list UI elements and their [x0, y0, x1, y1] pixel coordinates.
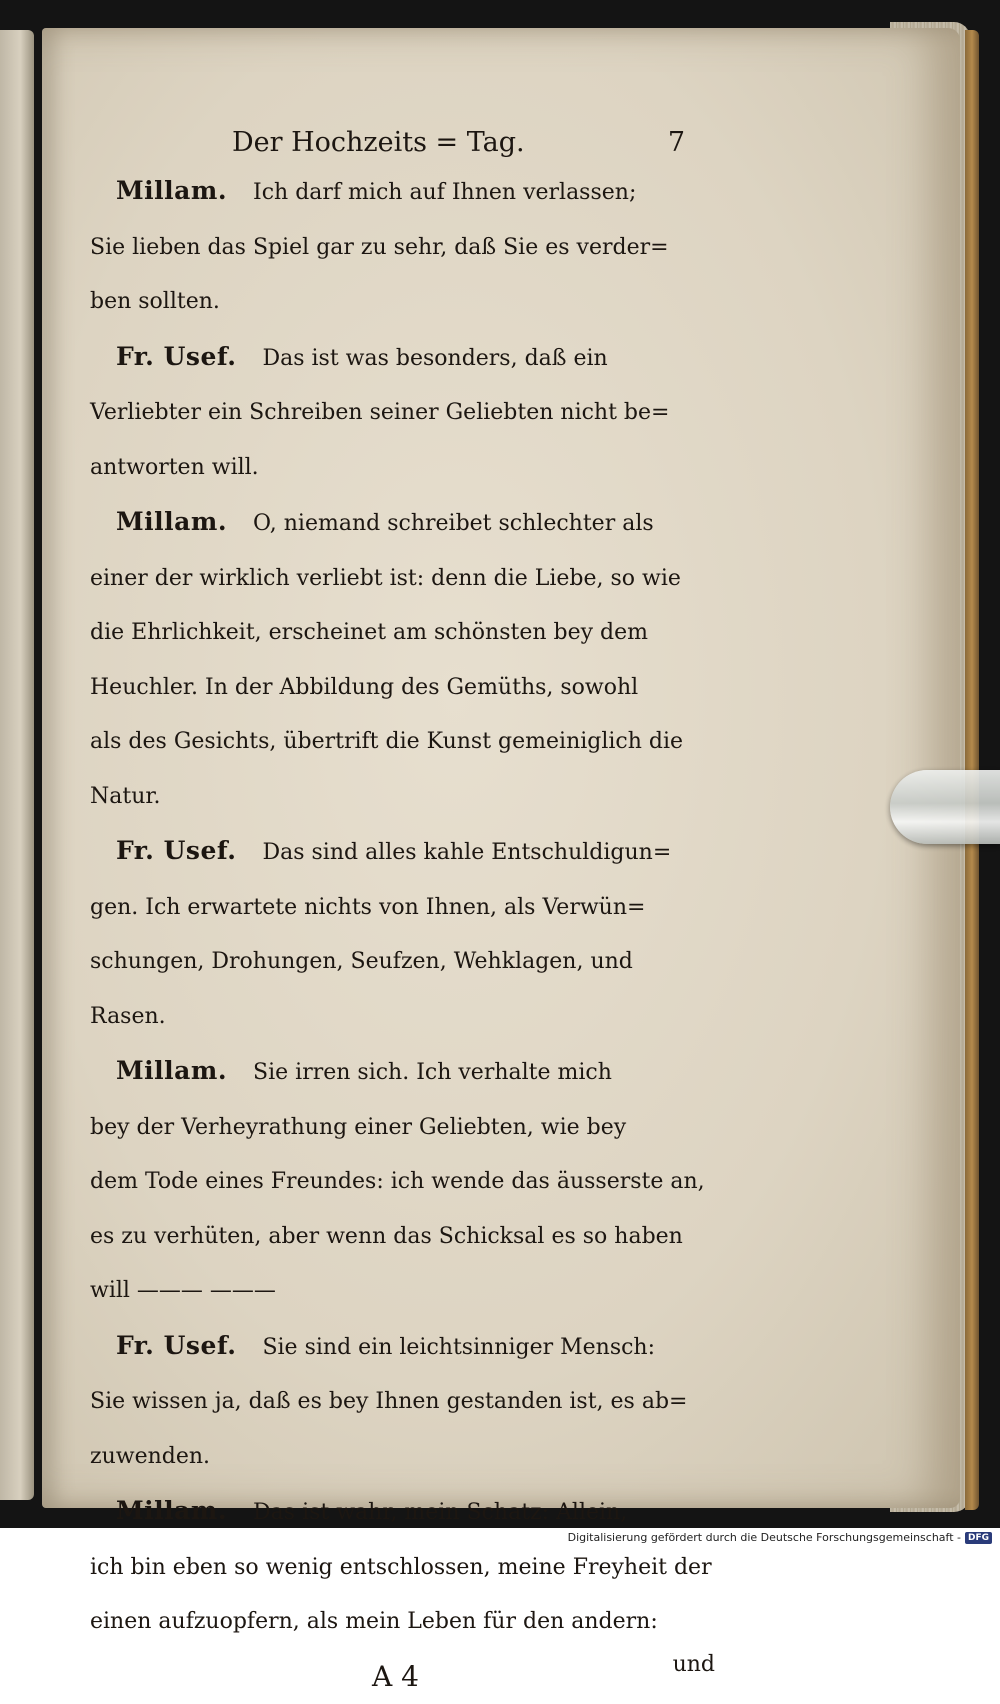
text-line	[90, 935, 715, 990]
catchword: und	[673, 1638, 715, 1693]
speaker-name: Fr. Usef.	[116, 1331, 236, 1360]
credit-text: Digitalisierung gefördert durch die Deutsche Forschungsgemeinschaft -	[568, 1531, 961, 1544]
line-text: Das sind alles kahle Entschuldigun=	[262, 840, 671, 865]
dialogue	[90, 164, 715, 1650]
digitization-credit	[568, 1531, 992, 1544]
page-footer	[90, 1650, 715, 1704]
text-line	[90, 990, 715, 1045]
page-text	[90, 110, 715, 1704]
line-text: Sie irren sich. Ich verhalte mich	[253, 1060, 612, 1085]
line-text: Sie wissen ja, daß es bey Ihnen gestanden ist, es ab=	[90, 1389, 687, 1414]
text-line	[90, 1375, 715, 1430]
line-text: einer der wirklich verliebt ist: denn die Liebe, so wie	[90, 566, 681, 591]
speaker-name: Millam.	[116, 1496, 227, 1525]
line-text: Das ist was besonders, daß ein	[262, 346, 607, 371]
line-text: es zu verhüten, aber wenn das Schicksal es so haben	[90, 1224, 683, 1249]
text-line	[90, 164, 715, 221]
dialogue-paragraph	[90, 1484, 715, 1650]
signature-mark: A 4	[372, 1650, 419, 1704]
speaker-name: Fr. Usef.	[116, 342, 236, 371]
dialogue-paragraph	[90, 164, 715, 330]
dfg-logo: DFG	[965, 1532, 992, 1544]
text-line	[90, 770, 715, 825]
line-text: Verliebter ein Schreiben seiner Geliebten nicht be=	[90, 400, 669, 425]
text-line	[90, 330, 715, 387]
line-text: Das ist wahr, mein Schatz: Allein,	[253, 1500, 627, 1525]
line-text: Natur.	[90, 784, 160, 809]
line-text: Sie sind ein leichtsinniger Mensch:	[262, 1335, 655, 1360]
line-text: ben sollten.	[90, 289, 220, 314]
line-text: ich bin eben so wenig entschlossen, meine Freyheit der	[90, 1555, 712, 1580]
text-line	[90, 275, 715, 330]
text-line	[90, 661, 715, 716]
dialogue-paragraph	[90, 824, 715, 1044]
speaker-name: Millam.	[116, 507, 227, 536]
line-text: Sie lieben das Spiel gar zu sehr, daß Sie es verder=	[90, 235, 669, 260]
line-text: einen aufzuopfern, als mein Leben für den andern:	[90, 1609, 658, 1634]
line-text: dem Tode eines Freundes: ich wende das äusserste an,	[90, 1169, 705, 1194]
text-line	[90, 221, 715, 276]
line-text: will ——— ———	[90, 1278, 276, 1303]
text-line	[90, 824, 715, 881]
text-line	[90, 1430, 715, 1485]
text-line	[90, 1101, 715, 1156]
line-text: als des Gesichts, übertrift die Kunst gemeiniglich die	[90, 729, 683, 754]
text-line	[90, 495, 715, 552]
text-line	[90, 1044, 715, 1101]
line-text: Ich darf mich auf Ihnen verlassen;	[253, 180, 636, 205]
dialogue-paragraph	[90, 330, 715, 496]
text-line	[90, 715, 715, 770]
page-header	[90, 110, 715, 164]
speaker-name: Fr. Usef.	[116, 836, 236, 865]
line-text: Rasen.	[90, 1004, 166, 1029]
dialogue-paragraph	[90, 1319, 715, 1485]
text-line	[90, 1541, 715, 1596]
speaker-name: Millam.	[116, 1056, 227, 1085]
text-line	[90, 1595, 715, 1650]
line-text: Heuchler. In der Abbildung des Gemüths, sowohl	[90, 675, 638, 700]
text-line	[90, 552, 715, 607]
running-title: Der Hochzeits = Tag.	[232, 116, 525, 171]
text-line	[90, 1210, 715, 1265]
line-text: gen. Ich erwartete nichts von Ihnen, als Verwün=	[90, 895, 645, 920]
speaker-name: Millam.	[116, 176, 227, 205]
text-line	[90, 1155, 715, 1210]
line-text: zuwenden.	[90, 1444, 210, 1469]
left-page-edge	[0, 30, 34, 1500]
text-line	[90, 881, 715, 936]
text-line	[90, 606, 715, 661]
dialogue-paragraph	[90, 495, 715, 824]
dialogue-paragraph	[90, 1044, 715, 1319]
text-line	[90, 1264, 715, 1319]
line-text: die Ehrlichkeit, erscheinet am schönsten bey dem	[90, 620, 648, 645]
line-text: O, niemand schreibet schlechter als	[253, 511, 654, 536]
text-line	[90, 441, 715, 496]
line-text: bey der Verheyrathung einer Geliebten, wie bey	[90, 1115, 626, 1140]
line-text: schungen, Drohungen, Seufzen, Wehklagen, und	[90, 949, 633, 974]
page-clip	[890, 770, 1000, 844]
page-number: 7	[668, 116, 685, 171]
text-line	[90, 1319, 715, 1376]
line-text: antworten will.	[90, 455, 259, 480]
text-line	[90, 386, 715, 441]
